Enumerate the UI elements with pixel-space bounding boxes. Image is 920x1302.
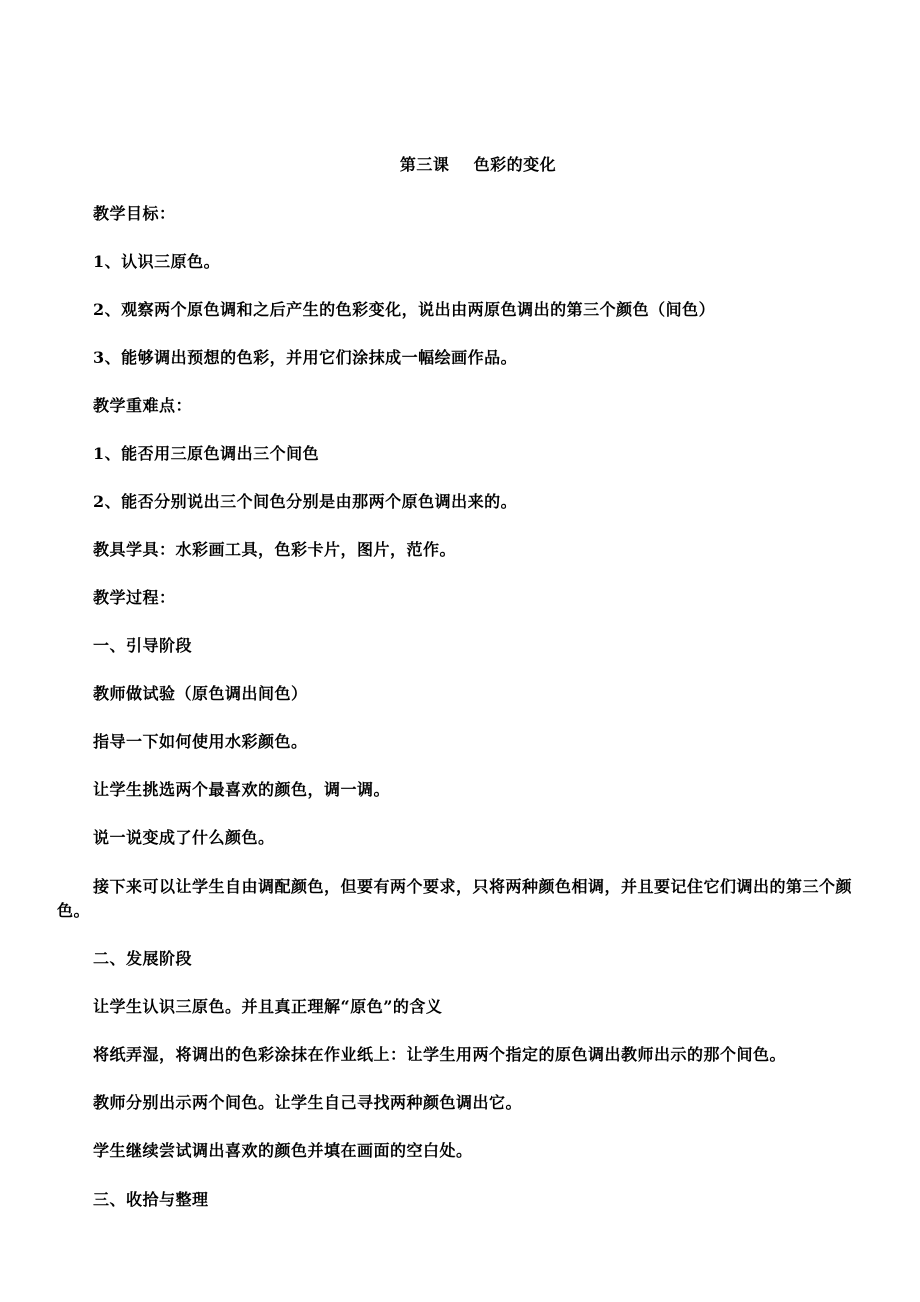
difficulty-item-2: 2、能否分别说出三个间色分别是由那两个原色调出来的。 [93,492,518,511]
goal-item-3: 3、能够调出预想的色彩，并用它们涂抹成一幅绘画作品。 [93,348,518,367]
process-paragraph: 让学生认识三原色。并且真正理解“原色”的含义 [93,997,443,1016]
process-paragraph: 指导一下如何使用水彩颜色。 [93,732,308,751]
process-paragraph: 说一说变成了什么颜色。 [93,828,275,847]
process-paragraph: 让学生挑选两个最喜欢的颜色，调一调。 [93,780,391,799]
section-1-heading: 一、引导阶段 [93,636,193,655]
process-paragraph: 教师做试验（原色调出间色） [93,684,308,703]
section-2-heading: 二、发展阶段 [93,949,193,968]
heading-teaching-goals: 教学目标： [93,204,176,223]
process-paragraph: 将纸弄湿，将调出的色彩涂抹在作业纸上：让学生用两个指定的原色调出教师出示的那个间色。 [93,1045,787,1064]
heading-key-difficulties: 教学重难点： [93,396,193,415]
difficulty-item-1: 1、能否用三原色调出三个间色 [93,444,320,463]
process-paragraph: 学生继续尝试调出喜欢的颜色并填在画面的空白处。 [93,1141,473,1160]
process-paragraph: 教师分别出示两个间色。让学生自己寻找两种颜色调出它。 [93,1093,523,1112]
teaching-aids: 教具学具：水彩画工具，色彩卡片，图片，范作。 [93,540,457,559]
heading-teaching-process: 教学过程： [93,588,176,607]
goal-item-2: 2、观察两个原色调和之后产生的色彩变化，说出由两原色调出的第三个颜色（间色） [93,300,716,319]
section-3-heading: 三、收拾与整理 [93,1190,209,1209]
process-paragraph-long: 接下来可以让学生自由调配颜色，但要有两个要求，只将两种颜色相调，并且要记住它们调出的第三个颜色。 [57,877,853,920]
lesson-title: 第三课 色彩的变化 [399,155,557,174]
goal-item-1: 1、认识三原色。 [93,252,221,271]
